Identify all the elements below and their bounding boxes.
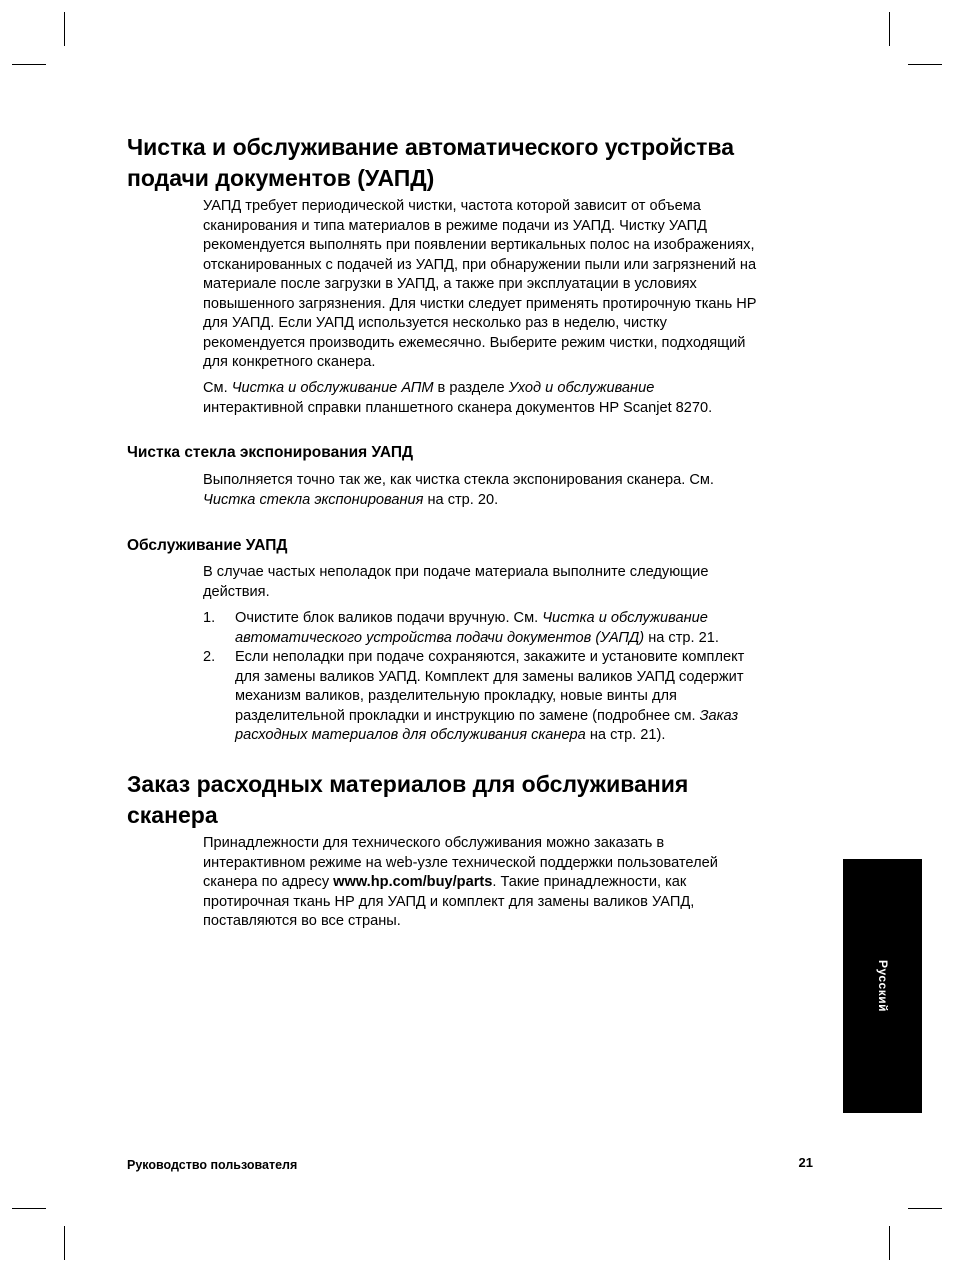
page-number: 21 <box>798 1155 813 1170</box>
list-item-text <box>235 648 805 746</box>
cross-reference: Чистка и обслуживание <box>542 610 708 626</box>
text-line: Выполняется точно так же, как чистка стекла экспонирования сканера. См. <box>203 472 714 488</box>
crop-mark <box>908 1208 942 1209</box>
text-line: рекомендуется выполнять при появлении вертикальных полос на изображениях, <box>203 237 755 253</box>
text: См. <box>203 380 232 396</box>
see-also-paragraph <box>203 379 823 418</box>
text-line: материале после загрузки в УАПД, а также при эксплуатации в условиях <box>203 276 697 292</box>
text: . Такие принадлежности, как <box>492 874 687 890</box>
text-line: повышенного загрязнения. Для чистки следует применять протирочную ткань HP <box>203 295 757 312</box>
title-line: подачи документов (УАПД) <box>127 165 435 191</box>
text-line: действия. <box>203 583 270 600</box>
text: на стр. 21. <box>644 629 719 646</box>
text: на стр. 20. <box>423 491 499 508</box>
parts-url-link[interactable]: www.hp.com/buy/parts <box>333 874 493 890</box>
list-item-text <box>235 609 805 648</box>
crop-mark <box>889 12 890 46</box>
text-line: поставляются во все страны. <box>203 913 401 929</box>
crop-mark <box>64 1226 65 1260</box>
text-line: В случае частых неполадок при подаче материала выполните следующие <box>203 564 709 580</box>
text: в разделе <box>433 380 509 396</box>
text-line: протирочная ткань HP для УАПД и комплект для замены валиков УАПД, <box>203 893 695 910</box>
language-side-tab <box>843 859 922 1113</box>
list-number: 2. <box>203 649 216 665</box>
text-line: Если неполадки при подаче сохраняются, закажите и установите комплект <box>235 649 745 665</box>
title-line: Чистка и обслуживание автоматического устройства <box>127 134 735 160</box>
text-line: интерактивном режиме на web-узле технической поддержки пользователей <box>203 854 718 871</box>
cross-reference: Заказ <box>699 707 739 724</box>
text: Очистите блок валиков подачи вручную. См. <box>235 610 543 626</box>
text-line: сканирования и типа материалов в режиме подачи из УАПД. Чистку УАПД <box>203 217 708 234</box>
text: сканера по адресу <box>203 874 334 890</box>
subsection-title-glass: Чистка стекла экспонирования УАПД <box>127 444 414 461</box>
text-line: рекомендуется производить ежемесячно. Выберите режим чистки, подходящий <box>203 334 746 351</box>
section-title-adf-cleaning <box>127 132 827 194</box>
cross-reference: Чистка стекла экспонирования <box>203 491 424 508</box>
crop-mark <box>908 64 942 65</box>
crop-mark <box>12 64 46 65</box>
text-line: для замены валиков УАПД. Комплект для замены валиков УАПД содержит <box>235 668 744 685</box>
text-line: для УАПД. Если УАПД используется несколько раз в неделю, чистку <box>203 315 667 331</box>
text: разделительной прокладки и инструкцию по замене (подробнее см. <box>235 707 700 724</box>
glass-paragraph <box>203 471 823 510</box>
section-title-order-supplies <box>127 769 827 831</box>
language-tab-label: Русский <box>875 960 890 1012</box>
cross-reference: Уход и обслуживание <box>508 380 655 396</box>
title-line: сканера <box>127 802 218 828</box>
text-line: механизм валиков, разделительную прокладку, новые винты для <box>235 688 677 704</box>
text-line: интерактивной справки планшетного сканера документов HP Scanjet 8270. <box>203 399 713 416</box>
text-line: Принадлежности для технического обслуживания можно заказать в <box>203 835 665 851</box>
maintenance-intro <box>203 563 823 602</box>
text: на стр. 21). <box>585 727 666 743</box>
cross-reference: расходных материалов для обслуживания сканера <box>235 727 586 743</box>
cross-reference: Чистка и обслуживание АПМ <box>231 380 434 396</box>
text-line: отсканированных с подачей из УАПД, при обнаружении пыли или загрязнений на <box>203 256 757 273</box>
order-paragraph <box>203 834 823 932</box>
footer-guide-title: Руководство пользователя <box>127 1158 298 1172</box>
text-line: для конкретного сканера. <box>203 354 376 370</box>
list-number: 1. <box>203 610 216 626</box>
title-line: Заказ расходных материалов для обслуживания <box>127 771 689 797</box>
cross-reference: автоматического устройства подачи документов (УАПД) <box>235 629 645 646</box>
adf-intro-paragraph <box>203 197 823 373</box>
crop-mark <box>64 12 65 46</box>
text-line: УАПД требует периодической чистки, частота которой зависит от объема <box>203 198 701 214</box>
crop-mark <box>889 1226 890 1260</box>
subsection-title-maintenance: Обслуживание УАПД <box>127 537 288 554</box>
crop-mark <box>12 1208 46 1209</box>
